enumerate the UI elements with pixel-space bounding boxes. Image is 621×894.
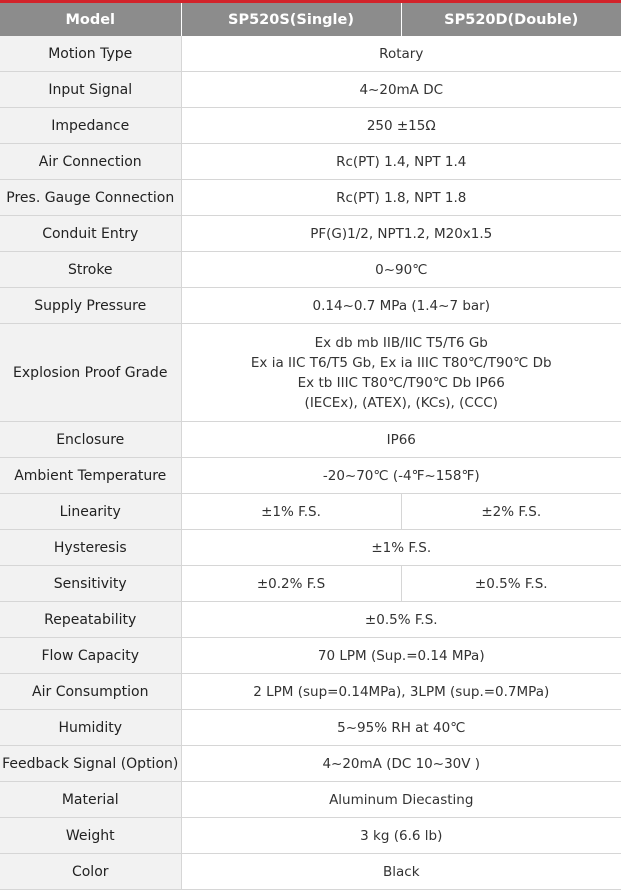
row-value: Black: [181, 854, 621, 890]
row-value: IP66: [181, 422, 621, 458]
row-motion-type: [0, 36, 621, 72]
row-weight: [0, 818, 621, 854]
row-value: Rc(PT) 1.4, NPT 1.4: [181, 144, 621, 180]
row-impedance: [0, 108, 621, 144]
row-value: PF(G)1/2, NPT1.2, M20x1.5: [181, 216, 621, 252]
row-value: 250 ±15Ω: [181, 108, 621, 144]
row-value: -20~70℃ (-4℉~158℉): [181, 458, 621, 494]
row-value-double: ±0.5% F.S.: [401, 566, 621, 602]
row-pres-gauge-connection: [0, 180, 621, 216]
spec-table: [0, 3, 621, 890]
row-label: Conduit Entry: [0, 216, 181, 252]
row-humidity: [0, 710, 621, 746]
row-value: 4~20mA (DC 10~30V ): [181, 746, 621, 782]
row-value: Aluminum Diecasting: [181, 782, 621, 818]
row-label: Repeatability: [0, 602, 181, 638]
row-label: Enclosure: [0, 422, 181, 458]
row-label: Stroke: [0, 252, 181, 288]
row-label: Color: [0, 854, 181, 890]
row-label: Input Signal: [0, 72, 181, 108]
row-enclosure: [0, 422, 621, 458]
row-linearity: [0, 494, 621, 530]
row-stroke: [0, 252, 621, 288]
row-flow-capacity: [0, 638, 621, 674]
row-label: Air Consumption: [0, 674, 181, 710]
row-label: Air Connection: [0, 144, 181, 180]
explosion-line: Ex ia IIC T6/T5 Gb, Ex ia IIIC T80℃/T90℃ Db: [250, 354, 552, 371]
row-label: Humidity: [0, 710, 181, 746]
row-value: 5~95% RH at 40℃: [181, 710, 621, 746]
row-sensitivity: [0, 566, 621, 602]
row-repeatability: [0, 602, 621, 638]
explosion-line: (IECEx), (ATEX), (KCs), (CCC): [304, 394, 498, 411]
row-value: [181, 324, 621, 422]
row-label: Supply Pressure: [0, 288, 181, 324]
row-material: [0, 782, 621, 818]
row-conduit-entry: [0, 216, 621, 252]
row-value: 0~90℃: [181, 252, 621, 288]
row-label: Weight: [0, 818, 181, 854]
row-label: Hysteresis: [0, 530, 181, 566]
row-hysteresis: [0, 530, 621, 566]
row-label: Flow Capacity: [0, 638, 181, 674]
row-value: Rc(PT) 1.8, NPT 1.8: [181, 180, 621, 216]
row-value-single: ±0.2% F.S: [181, 566, 401, 602]
header-row: [0, 3, 621, 36]
row-color: [0, 854, 621, 890]
row-value: ±1% F.S.: [181, 530, 621, 566]
row-label: Linearity: [0, 494, 181, 530]
header-model: Model: [0, 3, 181, 36]
row-label: Motion Type: [0, 36, 181, 72]
row-label: Explosion Proof Grade: [0, 324, 181, 422]
explosion-line: Ex tb IIIC T80℃/T90℃ Db IP66: [297, 374, 505, 391]
row-label: Ambient Temperature: [0, 458, 181, 494]
row-explosion-proof-grade: [0, 324, 621, 422]
row-value-single: ±1% F.S.: [181, 494, 401, 530]
row-air-connection: [0, 144, 621, 180]
row-value: 2 LPM (sup=0.14MPa), 3LPM (sup.=0.7MPa): [181, 674, 621, 710]
row-label: Impedance: [0, 108, 181, 144]
row-ambient-temperature: [0, 458, 621, 494]
row-feedback-signal: [0, 746, 621, 782]
row-air-consumption: [0, 674, 621, 710]
row-label: Pres. Gauge Connection: [0, 180, 181, 216]
header-double: SP520D(Double): [401, 3, 621, 36]
row-label: Feedback Signal (Option): [0, 746, 181, 782]
row-value: Rotary: [181, 36, 621, 72]
row-value: 0.14~0.7 MPa (1.4~7 bar): [181, 288, 621, 324]
row-input-signal: [0, 72, 621, 108]
row-label: Material: [0, 782, 181, 818]
row-supply-pressure: [0, 288, 621, 324]
row-value: 4~20mA DC: [181, 72, 621, 108]
row-value: 70 LPM (Sup.=0.14 MPa): [181, 638, 621, 674]
row-value: ±0.5% F.S.: [181, 602, 621, 638]
explosion-line: Ex db mb IIB/IIC T5/T6 Gb: [314, 334, 488, 351]
header-single: SP520S(Single): [181, 3, 401, 36]
row-label: Sensitivity: [0, 566, 181, 602]
row-value: 3 kg (6.6 lb): [181, 818, 621, 854]
row-value-double: ±2% F.S.: [401, 494, 621, 530]
